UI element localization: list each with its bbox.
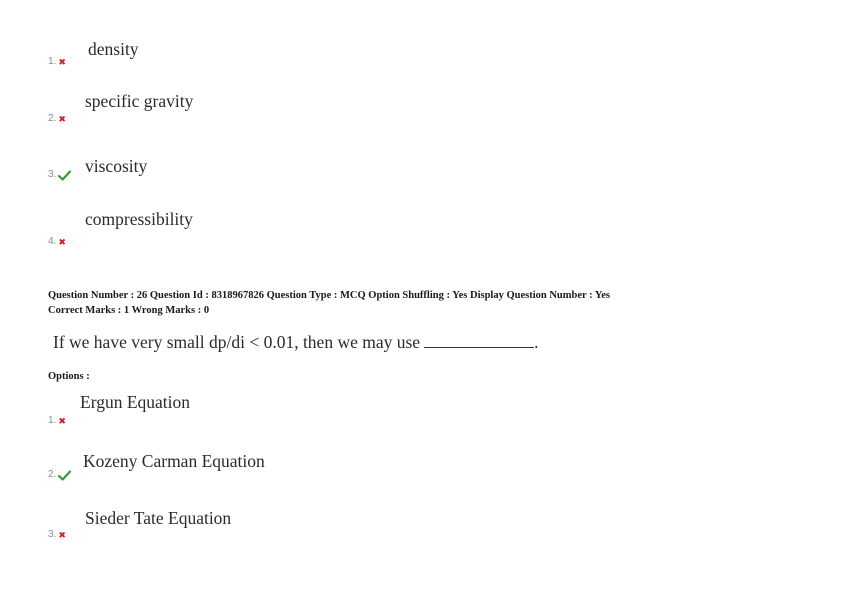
answer-blank <box>424 333 534 348</box>
option-text: Kozeny Carman Equation <box>83 451 265 471</box>
option-number: 2. <box>48 469 57 480</box>
question-text-line <box>53 331 538 353</box>
option-number: 1. <box>48 56 57 67</box>
question-meta-line1: Question Number : 26 Question Id : 8318967826 Question Type : MCQ Option Shuffling : Yes Display Question Number : Yes <box>48 290 611 301</box>
option-text: compressibility <box>85 209 193 229</box>
option-marker <box>48 236 66 248</box>
cross-icon: ✖ <box>58 416 66 426</box>
option-text: specific gravity <box>85 91 194 111</box>
checkmark-icon <box>58 170 71 181</box>
option-marker <box>48 113 66 125</box>
checkmark-icon <box>58 470 71 481</box>
cross-icon: ✖ <box>58 114 66 124</box>
option-text: viscosity <box>85 156 148 176</box>
option-text: density <box>88 39 139 59</box>
cross-icon: ✖ <box>58 57 66 67</box>
option-marker <box>48 415 66 427</box>
question-text: If we have very small dp/di < 0.01, then we may use <box>53 332 421 352</box>
option-number: 3. <box>48 169 57 180</box>
option-number: 2. <box>48 113 57 124</box>
option-text: Sieder Tate Equation <box>85 508 232 528</box>
option-number: 1. <box>48 415 57 426</box>
question-meta-line2: Correct Marks : 1 Wrong Marks : 0 <box>48 305 210 316</box>
option-number: 4. <box>48 236 57 247</box>
option-marker <box>48 169 71 181</box>
option-text: Ergun Equation <box>80 392 191 412</box>
option-marker <box>48 529 66 541</box>
cross-icon: ✖ <box>58 530 66 540</box>
options-label: Options : <box>48 371 90 382</box>
cross-icon: ✖ <box>58 237 66 247</box>
option-marker <box>48 469 71 481</box>
option-number: 3. <box>48 529 57 540</box>
option-marker <box>48 56 66 68</box>
question-punct: . <box>534 332 539 352</box>
